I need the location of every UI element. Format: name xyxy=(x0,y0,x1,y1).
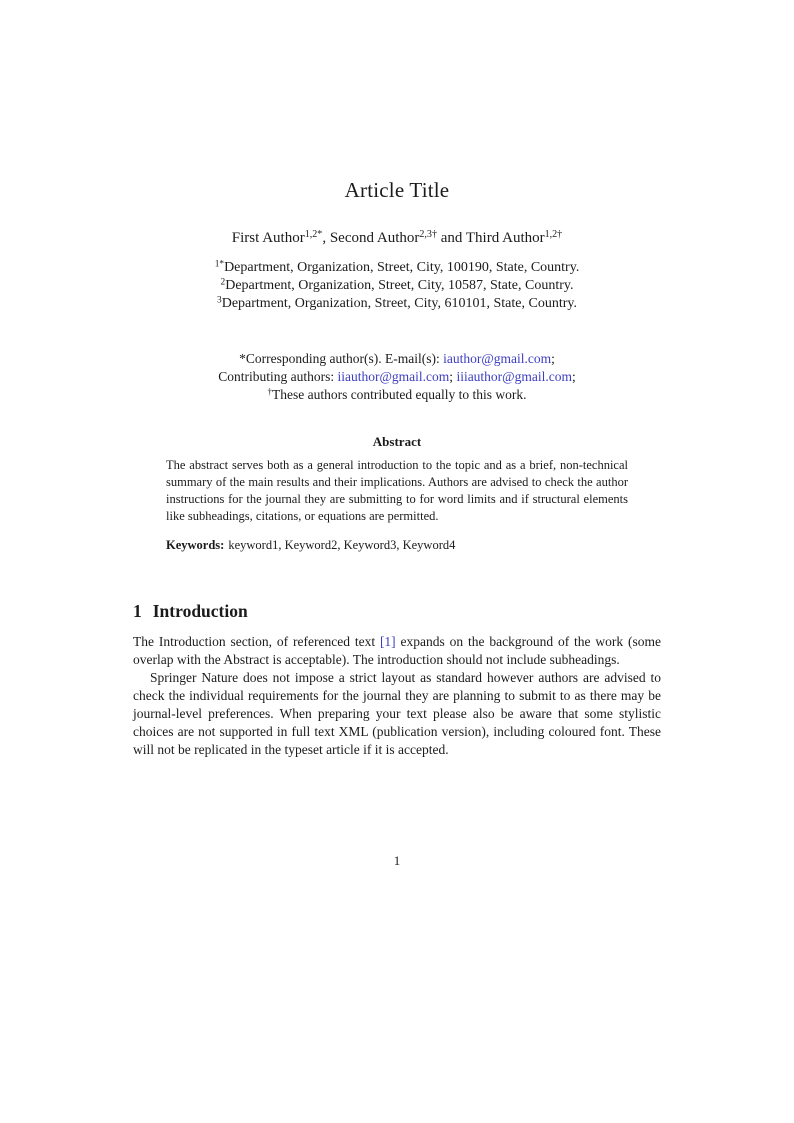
affiliation-superscript: 3 xyxy=(217,295,222,306)
affiliation-line xyxy=(133,295,661,313)
citation-link-1[interactable]: [1] xyxy=(379,634,396,649)
corresponding-email-link[interactable]: iauthor@gmail.com xyxy=(443,351,552,366)
section-heading-introduction xyxy=(133,601,661,622)
affiliations-block xyxy=(133,259,661,313)
author-superscript: 2,3† xyxy=(419,228,437,240)
contributing-authors-line xyxy=(133,368,661,386)
equal-contribution-text: These authors contributed equally to this work. xyxy=(271,387,527,402)
punctuation: ; xyxy=(571,369,576,384)
paragraph-text: The Introduction section, of referenced text xyxy=(133,634,380,649)
dagger-symbol: † xyxy=(267,386,272,397)
affiliation-line xyxy=(133,277,661,295)
contributing-email-link[interactable]: iiiauthor@gmail.com xyxy=(456,369,572,384)
authors-line xyxy=(133,229,661,248)
author-superscript: 1,2* xyxy=(304,228,323,240)
article-title: Article Title xyxy=(344,178,450,202)
contact-block xyxy=(133,350,661,404)
affiliation-text: Department, Organization, Street, City, 10587, State, Country. xyxy=(225,278,574,293)
content-column xyxy=(133,0,661,759)
equal-contribution-line xyxy=(133,386,661,404)
abstract-heading: Abstract xyxy=(372,434,422,449)
punctuation: ; xyxy=(551,351,555,366)
contributing-email-link[interactable]: iiauthor@gmail.com xyxy=(337,369,450,384)
author-name: First Author xyxy=(231,230,305,246)
affiliation-superscript: 2 xyxy=(220,277,226,288)
abstract-block xyxy=(166,434,628,554)
affiliation-text: Department, Organization, Street, City, 610101, State, Country. xyxy=(221,296,577,311)
corresponding-author-line xyxy=(133,350,661,368)
punctuation: ; xyxy=(449,369,457,384)
introduction-paragraph-2: Springer Nature does not impose a strict layout as standard however authors are advised to check the individual requirements for the journal they are planning to submit to as there may be journal-level preferences. When preparing your text please also be aware that some stylistic choices are not supported in full text XML (publication version), including coloured font. These will not be replicated in the typeset article if it is accepted. xyxy=(133,670,661,757)
abstract-text: The abstract serves both as a general introduction to the topic and as a brief, non-technical summary of the main results and their implications. Authors are advised to check the author instructions for the journal they are submitting to for word limits and if structural elements like subheadings, citations, or equations are permitted. xyxy=(166,458,628,523)
author-separator: , xyxy=(322,230,330,246)
affiliation-superscript: 1* xyxy=(214,259,225,270)
affiliation-line xyxy=(133,259,661,277)
paragraph-text: expands on the background of the work (some overlap with the Abstract is acceptable). The introduction should not include subheadings. xyxy=(133,634,661,667)
introduction-paragraph-1 xyxy=(133,633,661,669)
affiliation-text: Department, Organization, Street, City, 100190, State, Country. xyxy=(224,260,580,275)
page-number: 1 xyxy=(393,853,401,868)
corresponding-label: *Corresponding author(s). E-mail(s): xyxy=(239,351,444,366)
keywords-text: keyword1, Keyword2, Keyword3, Keyword4 xyxy=(228,538,456,552)
author-name: Second Author xyxy=(329,230,420,246)
section-title: Introduction xyxy=(152,601,248,621)
author-separator: and xyxy=(436,230,466,246)
contributing-label: Contributing authors: xyxy=(218,369,338,384)
author-superscript: 1,2† xyxy=(544,228,563,240)
section-number: 1 xyxy=(133,601,142,621)
author-name: Third Author xyxy=(465,230,545,246)
keywords-line xyxy=(166,537,628,554)
keywords-label: Keywords: xyxy=(166,538,225,552)
